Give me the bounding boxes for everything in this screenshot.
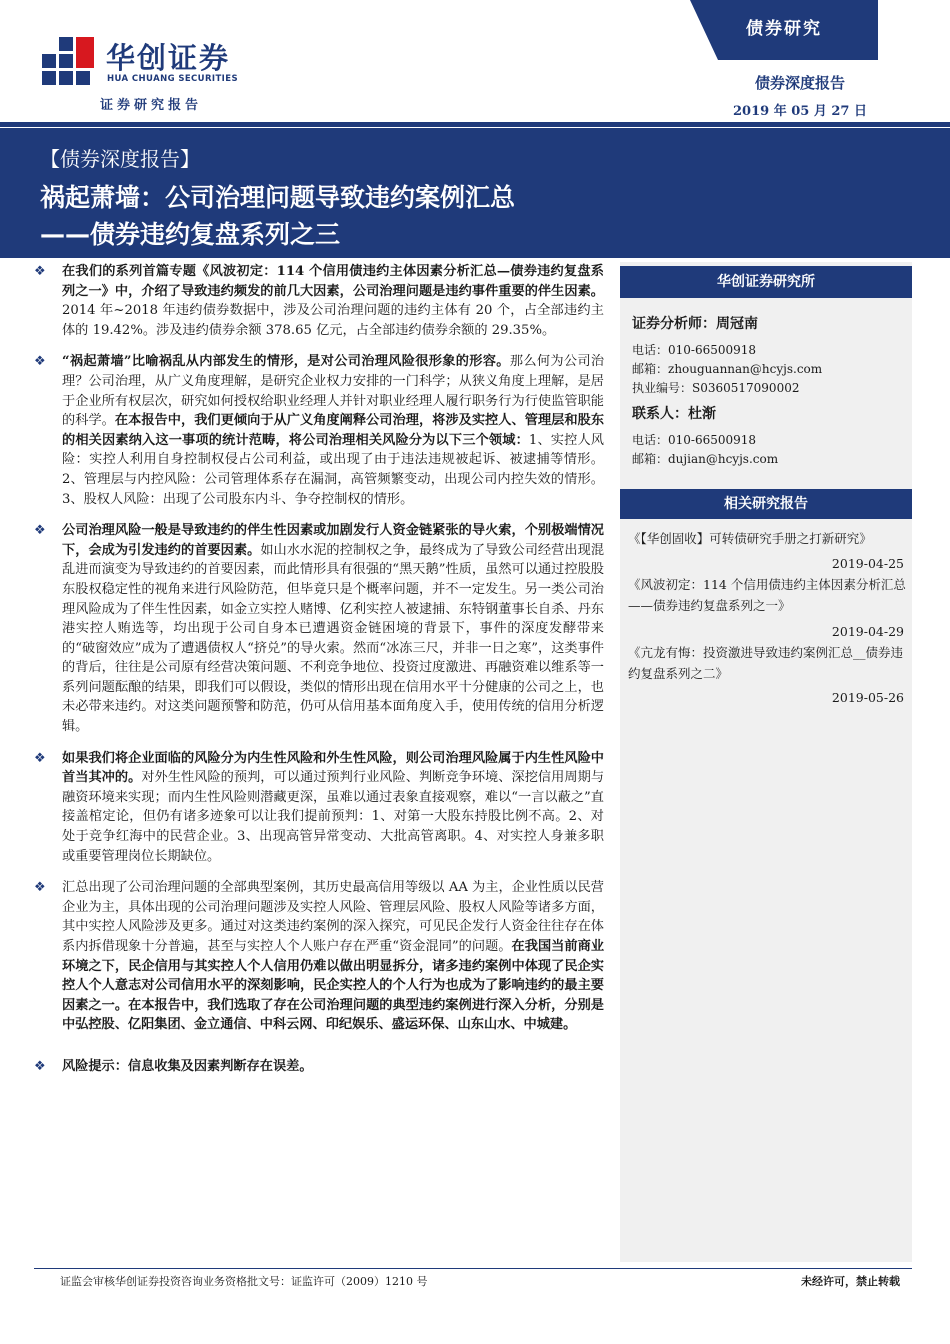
summary-body bbox=[32, 262, 604, 1089]
summary-paragraph bbox=[32, 262, 604, 340]
summary-paragraph bbox=[32, 521, 604, 737]
diamond-bullet-icon: ❖ bbox=[34, 750, 46, 766]
related-report-date: 2019-04-25 bbox=[831, 556, 904, 571]
risk-note bbox=[32, 1057, 604, 1077]
paragraph-text: 汇总出现了公司治理问题的全部典型案例，其历史最高信用等级以 AA 为主，企业性质以民营企业为主，具体出现的公司治理问题涉及实控人风险、管理层风险、股权人风险等诸多方面，其中实控人风险涉及更多。通过对这类违约案例的深入探究，可见民企发行人资金往往存在体系内拆借现象十分普遍，甚至与实控人个人账户存在严重“资金混同”的问题。 bbox=[62, 880, 604, 954]
header-divider bbox=[0, 122, 950, 127]
report-title: 祸起萧墙：公司治理问题导致违约案例汇总 bbox=[40, 183, 516, 212]
related-report-item[interactable]: 《风波初定：114 个信用债违约主体因素分析汇总——债券违约复盘系列之一》 bbox=[628, 577, 906, 613]
paragraph-text: 那么何为公司治理？公司治理，从广义角度理解，是研究企业权力安排的一门科学；从狭义角度上理解，是居于企业所有权层次，研究如何授权给职业经理人并针对职业经理人履行职务行为行使监管职能的科学。 bbox=[62, 354, 605, 429]
diamond-bullet-icon: ❖ bbox=[34, 880, 46, 896]
analyst-license: 执业编号：S0360517090002 bbox=[632, 381, 800, 395]
related-reports-title: 相关研究报告 bbox=[620, 489, 912, 519]
paragraph-text: 如山水水泥的控制权之争，最终成为了导致公司经营出现混乱进而演变为导致违约的首要因素，而此情形具有很强的“黑天鹅”性质，虽然可以通过控股股东股权稳定性的视角来进行风险防范，但毕竟只是个概率问题，并不一定发生。另一类公司治理风险成为了伴生性因素，如金立实控人赌博、亿利实控人被逮捕、东特钢董事长自杀、丹东港实控人贿选等，均出现于公司自身本已遭遇资金链困境的背景下，事件的深度发酵带来的“破窗效应”成为了遭遇债权人“挤兑”的导火索。然而“冰冻三尺，并非一日之寒”，这类事件的背后，往往是公司原有经营决策问题、不利竞争地位、投资过度激进、再融资难以维系等一系列问题酝酿的结果，即我们可以假设，类似的情形出现在信用水平十分健康的公司之上，也未必带来违约。对这类问题预警和防范，仍可从信用基本面角度入手，使用传统的信用分析逻辑。 bbox=[62, 542, 605, 735]
diamond-bullet-icon: ❖ bbox=[34, 264, 46, 279]
company-logo bbox=[42, 28, 272, 118]
logo-mark-icon bbox=[42, 34, 96, 88]
paragraph-text-bold: 公司治理风险一般是导致违约的伴生性因素或加剧发行人资金链紧张的导火索，个别极端情况下，会成为引发违约的首要因素。 bbox=[62, 523, 604, 558]
paragraph-text: 1、实控人风险：实控人利用自身控制权侵占公司利益，或出现了由于违法违规被起诉、被逮捕等情形。2、管理层与内控风险：公司管理体系存在漏洞，高管频繁变动，出现公司内控失效的情形。3、股权人风险：出现了公司股东内斗、争夺控制权的情形。 bbox=[62, 432, 604, 507]
related-report-date: 2019-05-26 bbox=[831, 690, 904, 705]
logo-chinese-name: 华创证券 bbox=[106, 41, 231, 75]
report-subtitle: ——债券违约复盘系列之三 bbox=[40, 220, 341, 249]
paragraph-text-bold: 在我国当前商业环境之下，民企信用与其实控人个人信用仍难以做出明显拆分，诸多违约案例中体现了民企实控人个人意志对公司信用水平的深刻影响，民企实控人的个人行为也成为了影响违约的最主要因素之一。在本报告中，我们选取了存在公司治理问题的典型违约案例进行深入分析，分别是中弘控股、亿阳集团、金立通信、中科云网、印纪娱乐、盛运环保、山东山水、中城建。 bbox=[62, 939, 605, 1033]
analyst-phone: 电话：010-66500918 bbox=[632, 343, 757, 357]
paragraph-text: 2014 年~2018 年违约债券数据中，涉及公司治理问题的违约主体有 20 个，占全部违约主体的 19.42%。涉及违约债券余额 378.65 亿元，占全部违约债券余额的 29.35%。 bbox=[62, 303, 604, 338]
summary-paragraph bbox=[32, 352, 604, 509]
footer-divider bbox=[34, 1268, 912, 1269]
paragraph-text-bold: “祸起萧墙”比喻祸乱从内部发生的情形，是对公司治理风险很形象的形容。 bbox=[62, 354, 510, 370]
related-report-item[interactable]: 《亢龙有悔：投资激进导致违约案例汇总__债券违约复盘系列之二》 bbox=[628, 645, 904, 681]
logo-english-name: HUA CHUANG SECURITIES bbox=[107, 74, 238, 84]
section-tab-label: 债券研究 bbox=[746, 19, 822, 39]
footer-license: 证监会审核华创证券投资咨询业务资格批文号：证监许可（2009）1210 号 bbox=[60, 1275, 428, 1288]
logo-subtitle: 证券研究报告 bbox=[100, 98, 203, 113]
related-report-date: 2019-04-29 bbox=[831, 624, 904, 639]
diamond-bullet-icon: ❖ bbox=[34, 354, 46, 370]
related-report-item[interactable]: 《【华创固收】可转债研究手册之打新研究》 bbox=[628, 531, 872, 546]
diamond-bullet-icon: ❖ bbox=[34, 1058, 46, 1074]
paragraph-text-bold: 如果我们将企业面临的风险分为内生性风险和外生性风险，则公司治理风险属于内生性风险中首当其冲的。 bbox=[62, 750, 604, 786]
report-tag: 【债券深度报告】 bbox=[40, 147, 200, 171]
footer-notice: 未经许可，禁止转载 bbox=[801, 1275, 900, 1288]
paragraph-text: 对外生性风险的预判，可以通过预判行业风险、判断竞争环境、深挖信用周期与融资环境来实现；而内生性风险则潜藏更深，虽难以通过表象直接观察，难以“一言以蔽之”直接盖棺定论，但仍有诸多迹象可以让我们提前预判：1、对第一大股东持股比例不高。2、对处于竞争红海中的民营企业。3、出现高管异常变动、大批高管离职。4、对实控人身兼多职或重要管理岗位长期缺位。 bbox=[62, 770, 605, 864]
institute-title: 华创证券研究所 bbox=[620, 266, 912, 298]
contact-phone: 电话：010-66500918 bbox=[632, 433, 757, 447]
contact-email[interactable]: 邮箱：dujian@hcyjs.com bbox=[632, 452, 779, 466]
risk-note-text: 风险提示：信息收集及因素判断存在误差。 bbox=[62, 1058, 313, 1074]
paragraph-text-bold: 在我们的系列首篇专题《风波初定：114 个信用债违约主体因素分析汇总—债券违约复盘系列之一》中，介绍了导致违约频发的前几大因素，公司治理问题是违约事件重要的伴生因素。 bbox=[62, 264, 604, 299]
analyst-name: 证券分析师：周冠南 bbox=[632, 316, 758, 332]
summary-paragraph bbox=[32, 878, 604, 1035]
contact-name: 联系人：杜渐 bbox=[632, 406, 716, 422]
diamond-bullet-icon: ❖ bbox=[34, 523, 46, 539]
summary-paragraph bbox=[32, 749, 604, 867]
paragraph-text-bold: 在本报告中，我们更倾向于从广义角度阐释公司治理，将涉及实控人、管理层和股东的相关因素纳入这一事项的统计范畴，将公司治理相关风险分为以下三个领域： bbox=[62, 413, 605, 448]
report-type: 债券深度报告 bbox=[754, 74, 845, 92]
analyst-email[interactable]: 邮箱：zhouguannan@hcyjs.com bbox=[632, 362, 823, 376]
report-date: 2019 年 05 月 27 日 bbox=[733, 104, 867, 119]
